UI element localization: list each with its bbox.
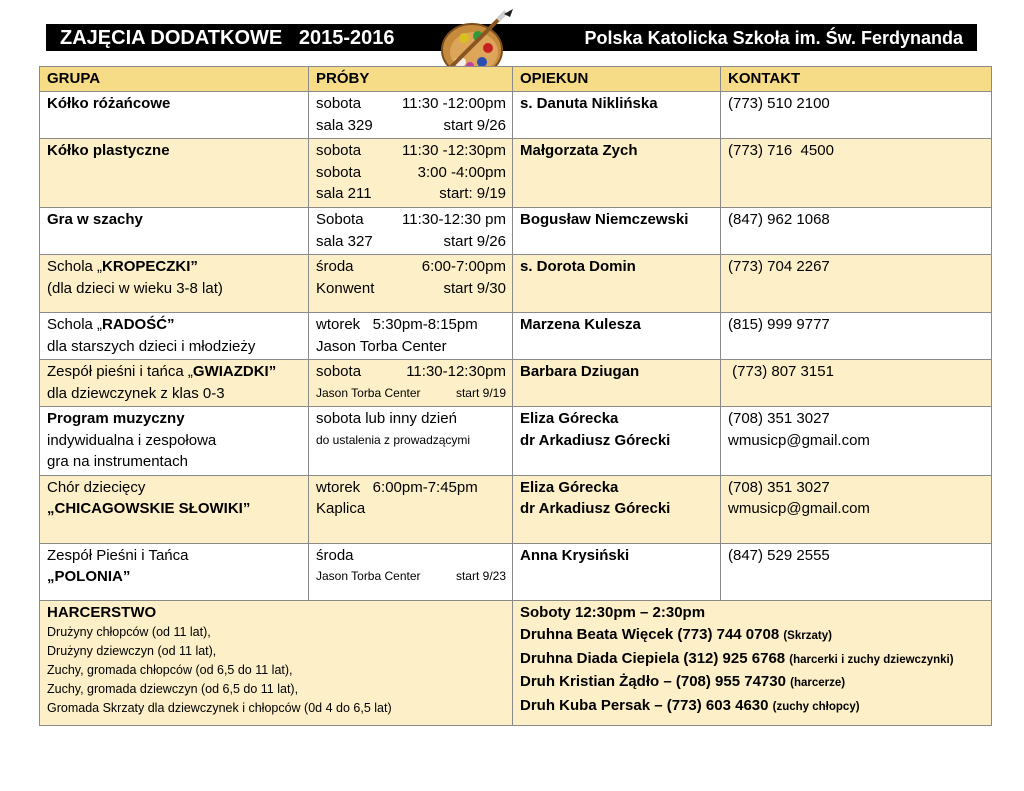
table-row bbox=[40, 543, 992, 600]
scouting-title: HARCERSTWO bbox=[47, 603, 157, 621]
rehearsal-day: środa bbox=[316, 546, 354, 564]
contact-phone: (708) 351 3027 bbox=[728, 478, 830, 496]
rehearsal-time: 11:30-12:30pm bbox=[406, 363, 506, 380]
rehearsal-start: start 9/26 bbox=[443, 116, 506, 134]
rehearsal-place: Jason Torba Center bbox=[316, 385, 421, 400]
group-name: Schola „KROPECZKI” bbox=[47, 258, 198, 275]
caretaker-name: s. Danuta Niklińska bbox=[520, 95, 658, 112]
rehearsal-time: wtorek 6:00pm-7:45pm bbox=[316, 478, 478, 496]
table-row bbox=[40, 92, 992, 139]
rehearsal-cell bbox=[309, 475, 513, 543]
group-description: gra na instrumentach bbox=[47, 453, 188, 470]
caretaker-name: dr Arkadiusz Górecki bbox=[520, 431, 671, 449]
rehearsal-time: 11:30 -12:30pm bbox=[402, 142, 506, 159]
group-cell bbox=[40, 475, 309, 543]
rehearsal-cell bbox=[309, 255, 513, 313]
school-name: Polska Katolicka Szkoła im. Św. Ferdynanda bbox=[584, 28, 963, 48]
table-row bbox=[40, 475, 992, 543]
contact-cell bbox=[721, 313, 992, 360]
list-item: Zuchy, gromada dziewczyn (od 6,5 do 11 lat), bbox=[47, 682, 299, 696]
contact-email: wmusicp@gmail.com bbox=[728, 431, 870, 449]
scout-leader-contact: Druhna Beata Więcek (773) 744 0708 (Skrzaty) bbox=[520, 626, 832, 643]
caretaker-name: Barbara Dziugan bbox=[520, 363, 640, 380]
group-cell bbox=[40, 208, 309, 255]
caretaker-cell bbox=[513, 255, 721, 313]
group-description: dla dziewczynek z klas 0-3 bbox=[47, 384, 225, 402]
contact-phone: (773) 704 2267 bbox=[728, 258, 830, 275]
caretaker-name: Marzena Kulesza bbox=[520, 316, 641, 333]
caretaker-name: Bogusław Niemczewski bbox=[520, 211, 689, 228]
rehearsal-room: Konwent bbox=[316, 279, 375, 297]
rehearsal-time: 11:30-12:30 pm bbox=[402, 211, 506, 228]
table-row bbox=[40, 313, 992, 360]
rehearsal-room: sala 211 bbox=[316, 185, 372, 202]
list-item: Gromada Skrzaty dla dziewczynek i chłopców (0d 4 do 6,5 lat) bbox=[47, 701, 392, 715]
caretaker-cell bbox=[513, 313, 721, 360]
rehearsal-cell bbox=[309, 92, 513, 139]
group-name: Zespół Pieśni i Tańca bbox=[47, 546, 189, 564]
header-contact: KONTAKT bbox=[721, 67, 992, 92]
caretaker-cell bbox=[513, 92, 721, 139]
contact-phone: (815) 999 9777 bbox=[728, 316, 830, 333]
group-cell bbox=[40, 543, 309, 600]
header-caretaker: OPIEKUN bbox=[513, 67, 721, 92]
scout-leader-contact: Druh Kristian Żądło – (708) 955 74730 (harcerze) bbox=[520, 673, 846, 690]
group-cell bbox=[40, 255, 309, 313]
list-item: Zuchy, gromada chłopców (od 6,5 do 11 lat), bbox=[47, 663, 293, 677]
contact-cell bbox=[721, 208, 992, 255]
page-title: ZAJĘCIA DODATKOWE 2015-2016 bbox=[60, 27, 395, 49]
scouting-row bbox=[40, 600, 992, 725]
list-item: Drużyny dziewczyn (od 11 lat), bbox=[47, 644, 217, 658]
caretaker-cell bbox=[513, 139, 721, 208]
contact-cell bbox=[721, 92, 992, 139]
rehearsal-start: start 9/26 bbox=[443, 232, 506, 250]
activities-table bbox=[39, 66, 992, 726]
caretaker-name: Eliza Górecka bbox=[520, 478, 619, 496]
contact-cell bbox=[721, 543, 992, 600]
scouting-schedule: Soboty 12:30pm – 2:30pm bbox=[520, 603, 706, 621]
scout-leader-contact: Druh Kuba Persak – (773) 603 4630 (zuchy chłopcy) bbox=[520, 696, 860, 714]
rehearsal-cell bbox=[309, 139, 513, 208]
rehearsal-day: sobota bbox=[316, 95, 362, 112]
caretaker-name: Eliza Górecka bbox=[520, 410, 619, 427]
rehearsal-start: start 9/30 bbox=[443, 279, 506, 297]
rehearsal-cell bbox=[309, 208, 513, 255]
table-header bbox=[40, 67, 992, 92]
contact-cell bbox=[721, 360, 992, 407]
group-name: Kółko różańcowe bbox=[47, 95, 171, 112]
rehearsal-time: 6:00-7:00pm bbox=[421, 258, 506, 275]
rehearsal-day: sobota bbox=[316, 142, 362, 159]
caretaker-name: Anna Krysiński bbox=[520, 546, 630, 564]
group-description: dla starszych dzieci i młodzieży bbox=[47, 337, 256, 355]
contact-cell bbox=[721, 475, 992, 543]
caretaker-cell bbox=[513, 407, 721, 476]
rehearsal-time: 3:00 -4:00pm bbox=[417, 163, 506, 181]
contact-cell bbox=[721, 139, 992, 208]
rehearsal-day: środa bbox=[316, 258, 354, 275]
group-cell bbox=[40, 360, 309, 407]
caretaker-name: s. Dorota Domin bbox=[520, 258, 636, 275]
header-rehearsals: PRÓBY bbox=[309, 67, 513, 92]
group-subtitle: „POLONIA” bbox=[47, 568, 131, 585]
rehearsal-place: Jason Torba Center bbox=[316, 569, 421, 583]
contact-cell bbox=[721, 407, 992, 476]
rehearsal-cell bbox=[309, 360, 513, 407]
contact-phone: (847) 529 2555 bbox=[728, 546, 830, 564]
rehearsal-day: Sobota bbox=[316, 211, 364, 228]
group-cell bbox=[40, 313, 309, 360]
group-name: Kółko plastyczne bbox=[47, 142, 170, 159]
scouting-groups-list bbox=[47, 623, 506, 718]
group-description: (dla dzieci w wieku 3-8 lat) bbox=[47, 279, 223, 297]
rehearsal-start: start 9/23 bbox=[455, 569, 506, 583]
rehearsal-place: Jason Torba Center bbox=[316, 337, 447, 355]
contact-phone: (847) 962 1068 bbox=[728, 211, 830, 228]
scout-leader-contact: Druhna Diada Ciepiela (312) 925 6768 (harcerki i zuchy dziewczynki) bbox=[520, 649, 954, 667]
rehearsal-time: 11:30 -12:00pm bbox=[402, 95, 506, 112]
table-row bbox=[40, 407, 992, 476]
contact-phone: (773) 716 4500 bbox=[728, 142, 834, 159]
group-name: Zespół pieśni i tańca „GWIAZDKI” bbox=[47, 363, 277, 380]
group-name: Schola „RADOŚĆ” bbox=[47, 316, 175, 333]
group-cell bbox=[40, 92, 309, 139]
rehearsal-time: wtorek 5:30pm-8:15pm bbox=[316, 316, 478, 333]
rehearsal-cell bbox=[309, 407, 513, 476]
group-name: Program muzyczny bbox=[47, 410, 185, 427]
group-cell bbox=[40, 139, 309, 208]
rehearsal-place: Kaplica bbox=[316, 500, 366, 517]
contact-email: wmusicp@gmail.com bbox=[728, 500, 870, 517]
rehearsal-note: do ustalenia z prowadzącymi bbox=[316, 432, 471, 447]
table-row bbox=[40, 255, 992, 313]
rehearsal-room: sala 329 bbox=[316, 116, 373, 134]
table-row bbox=[40, 139, 992, 208]
caretaker-cell bbox=[513, 475, 721, 543]
caretaker-cell bbox=[513, 543, 721, 600]
group-subtitle: „CHICAGOWSKIE SŁOWIKI” bbox=[47, 500, 251, 517]
group-name: Gra w szachy bbox=[47, 211, 143, 228]
rehearsal-time: sobota lub inny dzień bbox=[316, 410, 457, 427]
contact-phone: (773) 510 2100 bbox=[728, 95, 830, 112]
scouting-contacts-cell bbox=[513, 600, 992, 725]
group-cell bbox=[40, 407, 309, 476]
rehearsal-cell bbox=[309, 313, 513, 360]
caretaker-cell bbox=[513, 360, 721, 407]
contact-phone: (773) 807 3151 bbox=[728, 363, 834, 380]
group-description: indywidualna i zespołowa bbox=[47, 431, 217, 449]
table-row bbox=[40, 208, 992, 255]
group-name: Chór dziecięcy bbox=[47, 478, 146, 496]
table-row bbox=[40, 360, 992, 407]
contact-phone: (708) 351 3027 bbox=[728, 410, 830, 427]
contact-cell bbox=[721, 255, 992, 313]
rehearsal-cell bbox=[309, 543, 513, 600]
rehearsal-day: sobota bbox=[316, 363, 362, 380]
header-group: GRUPA bbox=[40, 67, 309, 92]
caretaker-cell bbox=[513, 208, 721, 255]
rehearsal-start: start 9/19 bbox=[455, 385, 506, 400]
caretaker-name: dr Arkadiusz Górecki bbox=[520, 500, 671, 517]
scouting-groups-cell bbox=[40, 600, 513, 725]
caretaker-name: Małgorzata Zych bbox=[520, 142, 638, 159]
rehearsal-room: sala 327 bbox=[316, 232, 373, 250]
rehearsal-start: start: 9/19 bbox=[439, 185, 506, 202]
rehearsal-day: sobota bbox=[316, 163, 362, 181]
list-item: Drużyny chłopców (od 11 lat), bbox=[47, 625, 211, 639]
